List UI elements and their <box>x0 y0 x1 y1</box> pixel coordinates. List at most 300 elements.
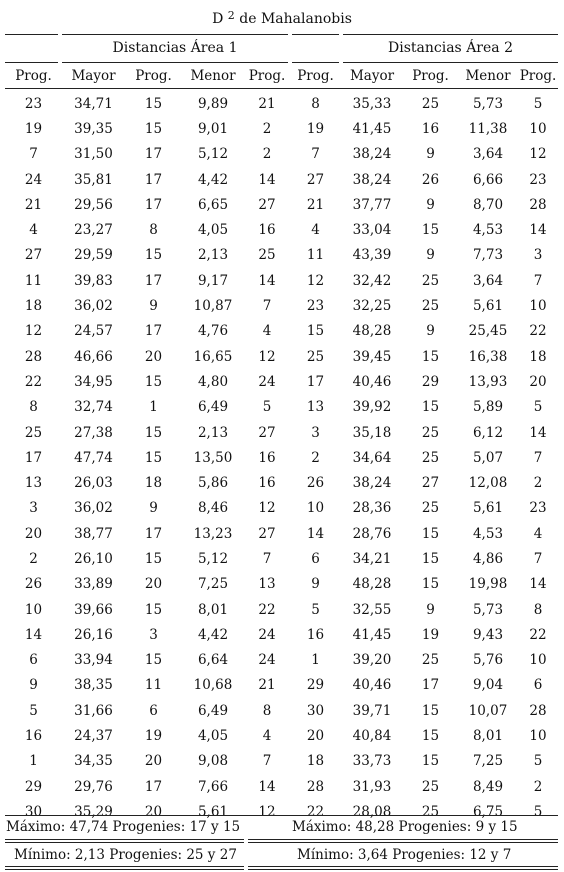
table-cell: 26 <box>24 576 43 593</box>
table-row <box>5 774 558 799</box>
table-row <box>5 622 558 647</box>
table-cell: 21 <box>24 196 43 213</box>
table-cell: 34,95 <box>74 373 113 390</box>
table-cell: 10,87 <box>193 298 233 315</box>
table-cell: 4,80 <box>197 373 229 390</box>
table-cell: 19 <box>421 626 440 643</box>
group-rule <box>343 62 558 63</box>
table-cell: 18 <box>144 475 163 492</box>
table-cell: 22 <box>529 323 547 340</box>
table-cell: 9 <box>149 500 158 517</box>
table-row <box>5 268 558 293</box>
table-cell: 27 <box>258 196 276 213</box>
table-cell: 12 <box>306 272 325 289</box>
title-superscript: 2 <box>227 9 235 22</box>
table-cell: 31,93 <box>352 778 392 795</box>
table-cell: 38,24 <box>352 146 392 163</box>
table-cell: 15 <box>144 550 163 567</box>
table-cell: 28 <box>24 348 43 365</box>
table-cell: 35,29 <box>74 803 113 820</box>
table-cell: 31,66 <box>74 702 113 719</box>
table-cell: 9 <box>426 247 435 264</box>
table-cell: 16 <box>306 626 325 643</box>
table-cell: 19 <box>144 728 163 745</box>
table-cell: 19 <box>306 120 325 137</box>
table-cell: 40,84 <box>352 728 392 745</box>
table-cell: 21 <box>258 95 276 112</box>
table-cell: 27 <box>258 424 276 441</box>
table-cell: 40,46 <box>352 373 392 390</box>
table-cell: 33,04 <box>352 222 392 239</box>
table-cell: 9 <box>426 323 435 340</box>
table-cell: 8,49 <box>472 778 504 795</box>
top-rule <box>292 34 339 35</box>
table-cell: 25 <box>421 778 440 795</box>
table-cell: 19 <box>24 120 43 137</box>
table-cell: 24,37 <box>74 728 113 745</box>
table-cell: 32,74 <box>74 399 113 416</box>
table-row <box>5 192 558 217</box>
table-cell: 19,98 <box>468 576 508 593</box>
table-row <box>5 723 558 748</box>
table-cell: 16,38 <box>468 348 508 365</box>
table-cell: 22 <box>529 626 547 643</box>
table-cell: 38,24 <box>352 171 392 188</box>
table-cell: 17 <box>144 525 163 542</box>
double-rule <box>248 842 558 843</box>
table-cell: 20 <box>144 576 163 593</box>
table-cell: 14 <box>529 222 547 239</box>
table-cell: 20 <box>144 803 163 820</box>
table-cell: 6,75 <box>472 803 504 820</box>
table-cell: 22 <box>306 803 325 820</box>
table-cell: 26,16 <box>74 626 113 643</box>
table-cell: 1 <box>149 399 158 416</box>
group-rule <box>62 62 288 63</box>
table-cell: 8,70 <box>472 196 504 213</box>
table-cell: 2,13 <box>197 424 229 441</box>
table-cell: 29,56 <box>74 196 113 213</box>
table-cell: 13 <box>258 576 276 593</box>
table-cell: 16 <box>421 120 440 137</box>
table-cell: 41,45 <box>352 626 392 643</box>
table-cell: 2 <box>533 778 543 795</box>
table-cell: 18 <box>24 298 43 315</box>
table-cell: 10 <box>529 652 547 669</box>
table-row <box>5 673 558 698</box>
table-cell: 8,01 <box>197 601 229 618</box>
table-row <box>5 445 558 470</box>
table-cell: 4 <box>29 222 38 239</box>
table-cell: 15 <box>421 576 440 593</box>
table-cell: 3 <box>29 500 38 517</box>
table-cell: 4 <box>262 728 272 745</box>
table-cell: 5 <box>533 95 543 112</box>
table-cell: 39,35 <box>74 120 113 137</box>
table-cell: 23 <box>529 171 547 188</box>
table-cell: 43,39 <box>352 247 392 264</box>
table-cell: 9 <box>426 196 435 213</box>
table-cell: 24 <box>258 652 276 669</box>
table-cell: 7 <box>29 146 38 163</box>
table-cell: 39,71 <box>352 702 392 719</box>
table-cell: 13 <box>306 399 325 416</box>
table-row <box>5 546 558 571</box>
table-cell: 28,76 <box>352 525 392 542</box>
table-cell: 32,42 <box>352 272 392 289</box>
table-cell: 34,21 <box>352 550 392 567</box>
final-rule <box>5 869 244 870</box>
table-cell: 9 <box>426 146 435 163</box>
table-cell: 25 <box>421 500 440 517</box>
table-cell: 7,25 <box>472 753 504 770</box>
table-cell: 22 <box>24 373 43 390</box>
top-rule <box>62 34 288 35</box>
min-area1: Mínimo: 2,13 Progenies: 25 y 27 <box>14 847 237 863</box>
table-cell: 4,42 <box>197 626 229 643</box>
table-cell: 11 <box>24 272 43 289</box>
table-cell: 9,01 <box>197 120 229 137</box>
table-cell: 28 <box>306 778 325 795</box>
table-cell: 28,36 <box>352 500 392 517</box>
group-rule <box>292 62 339 63</box>
table-cell: 24,57 <box>74 323 113 340</box>
table-cell: 29 <box>306 677 325 694</box>
table-cell: 4 <box>533 525 543 542</box>
table-cell: 2 <box>262 120 272 137</box>
table-cell: 14 <box>529 424 547 441</box>
table-cell: 20 <box>306 728 325 745</box>
table-cell: 14 <box>306 525 325 542</box>
table-cell: 8 <box>149 222 158 239</box>
table-row <box>5 597 558 622</box>
table-cell: 16,65 <box>193 348 233 365</box>
table-cell: 17 <box>144 196 163 213</box>
table-cell: 5 <box>262 399 272 416</box>
table-cell: 15 <box>144 120 163 137</box>
double-rule <box>5 842 244 843</box>
table-cell: 3 <box>311 424 320 441</box>
table-row <box>5 319 558 344</box>
table-cell: 10 <box>529 298 547 315</box>
mahalanobis-table <box>5 64 558 825</box>
table-cell: 2 <box>262 146 272 163</box>
table-cell: 10,07 <box>468 702 508 719</box>
table-cell: 9,89 <box>197 95 229 112</box>
table-cell: 5,73 <box>472 95 504 112</box>
table-cell: 6,12 <box>472 424 504 441</box>
table-cell: 36,02 <box>74 500 113 517</box>
table-cell: 6,65 <box>197 196 229 213</box>
table-cell: 29,59 <box>74 247 113 264</box>
table-row <box>5 344 558 369</box>
table-cell: 1 <box>29 753 38 770</box>
table-cell: 14 <box>24 626 43 643</box>
table-cell: 13,93 <box>468 373 508 390</box>
final-rule <box>248 866 558 867</box>
min-area2: Mínimo: 3,64 Progenies: 12 y 7 <box>297 847 512 863</box>
table-cell: 41,45 <box>352 120 392 137</box>
table-cell: 17 <box>144 171 163 188</box>
table-cell: 28 <box>529 702 547 719</box>
table-cell: 18 <box>529 348 547 365</box>
table-cell: 28 <box>529 196 547 213</box>
table-row <box>5 116 558 141</box>
table-cell: 4,05 <box>197 728 229 745</box>
table-cell: 7 <box>262 753 272 770</box>
table-cell: 21 <box>306 196 325 213</box>
table-cell: 17 <box>24 449 43 466</box>
table-cell: 5,61 <box>197 803 229 820</box>
table-cell: 15 <box>144 424 163 441</box>
column-header: Mayor <box>341 64 403 89</box>
table-cell: 5,61 <box>472 500 504 517</box>
table-cell: 17 <box>144 778 163 795</box>
table-cell: 27 <box>421 475 440 492</box>
table-cell: 15 <box>144 95 163 112</box>
table-cell: 3 <box>149 626 158 643</box>
table-cell: 13,50 <box>193 449 233 466</box>
table-cell: 6,49 <box>197 702 229 719</box>
table-cell: 4,76 <box>197 323 229 340</box>
table-row <box>5 217 558 242</box>
table-cell: 7 <box>533 272 543 289</box>
table-cell: 15 <box>144 373 163 390</box>
table-row <box>5 496 558 521</box>
table-cell: 27,38 <box>74 424 113 441</box>
column-header-row <box>5 64 558 89</box>
title-suffix: de Mahalanobis <box>239 11 352 27</box>
table-cell: 20 <box>24 525 43 542</box>
table-cell: 8 <box>533 601 543 618</box>
table-cell: 5,12 <box>197 146 229 163</box>
table-cell: 6,49 <box>197 399 229 416</box>
table-row <box>5 243 558 268</box>
table-row <box>5 369 558 394</box>
table-cell: 2 <box>29 550 38 567</box>
table-row <box>5 167 558 192</box>
column-header: Menor <box>458 64 518 89</box>
top-rule <box>5 34 58 35</box>
table-cell: 7 <box>311 146 320 163</box>
table-cell: 5 <box>311 601 320 618</box>
table-cell: 13,23 <box>193 525 233 542</box>
table-cell: 9 <box>311 576 320 593</box>
table-cell: 20 <box>144 348 163 365</box>
table-cell: 17 <box>421 677 440 694</box>
table-cell: 48,28 <box>352 323 392 340</box>
table-cell: 5,12 <box>197 550 229 567</box>
table-cell: 16 <box>258 475 276 492</box>
table-cell: 22 <box>258 601 276 618</box>
table-cell: 7 <box>533 550 543 567</box>
table-cell: 15 <box>421 525 440 542</box>
table-cell: 26 <box>421 171 440 188</box>
table-cell: 1 <box>311 652 320 669</box>
table-row <box>5 698 558 723</box>
max-area2: Máximo: 48,28 Progenies: 9 y 15 <box>292 819 518 835</box>
table-cell: 15 <box>421 550 440 567</box>
table-cell: 9,43 <box>472 626 504 643</box>
table-cell: 17 <box>306 373 325 390</box>
table-cell: 47,74 <box>74 449 113 466</box>
table-cell: 39,66 <box>74 601 113 618</box>
table-cell: 6 <box>533 677 543 694</box>
table-cell: 15 <box>144 601 163 618</box>
column-header: Prog. <box>403 64 458 89</box>
final-rule <box>248 869 558 870</box>
table-cell: 15 <box>421 348 440 365</box>
table-cell: 4,53 <box>472 525 504 542</box>
table-cell: 4,42 <box>197 171 229 188</box>
table-cell: 26 <box>306 475 325 492</box>
table-cell: 6,64 <box>197 652 229 669</box>
table-cell: 11,38 <box>468 120 508 137</box>
group-header-area2: Distancias Área 2 <box>388 40 513 56</box>
table-cell: 25 <box>421 95 440 112</box>
table-cell: 27 <box>306 171 325 188</box>
table-cell: 33,89 <box>74 576 113 593</box>
table-cell: 24 <box>24 171 43 188</box>
table-cell: 25 <box>421 449 440 466</box>
table-cell: 39,45 <box>352 348 392 365</box>
table-cell: 15 <box>421 728 440 745</box>
table-cell: 4,86 <box>472 550 504 567</box>
table-cell: 14 <box>529 576 547 593</box>
table-cell: 25 <box>306 348 325 365</box>
table-cell: 8 <box>311 95 320 112</box>
table-cell: 5 <box>533 399 543 416</box>
table-cell: 6 <box>149 702 158 719</box>
table-cell: 11 <box>306 247 325 264</box>
table-cell: 7,66 <box>197 778 229 795</box>
table-cell: 5 <box>29 702 38 719</box>
table-row <box>5 395 558 420</box>
double-rule <box>5 839 244 840</box>
table-cell: 4 <box>311 222 320 239</box>
table-cell: 9,08 <box>197 753 229 770</box>
table-cell: 20 <box>529 373 547 390</box>
table-cell: 35,33 <box>352 95 392 112</box>
table-cell: 23,27 <box>74 222 113 239</box>
table-cell: 7 <box>262 550 272 567</box>
table-cell: 8,01 <box>472 728 504 745</box>
table-cell: 32,55 <box>352 601 392 618</box>
table-cell: 5,73 <box>472 601 504 618</box>
table-cell: 14 <box>258 272 276 289</box>
table-cell: 5,76 <box>472 652 504 669</box>
table-row <box>5 89 558 117</box>
max-area1: Máximo: 47,74 Progenies: 17 y 15 <box>6 819 241 835</box>
table-cell: 2,13 <box>197 247 229 264</box>
table-row <box>5 142 558 167</box>
table-cell: 34,71 <box>74 95 113 112</box>
table-cell: 15 <box>144 449 163 466</box>
double-rule <box>248 839 558 840</box>
table-cell: 36,02 <box>74 298 113 315</box>
table-cell: 5,89 <box>472 399 504 416</box>
table-cell: 15 <box>421 702 440 719</box>
table-cell: 10 <box>529 120 547 137</box>
table-title <box>0 9 564 30</box>
table-cell: 15 <box>421 753 440 770</box>
table-row <box>5 749 558 774</box>
table-cell: 15 <box>144 652 163 669</box>
table-cell: 7,73 <box>472 247 504 264</box>
table-cell: 8 <box>29 399 38 416</box>
table-cell: 27 <box>258 525 276 542</box>
table-cell: 29 <box>421 373 440 390</box>
title-prefix: D <box>212 11 224 27</box>
table-cell: 33,94 <box>74 652 113 669</box>
table-cell: 12 <box>258 803 276 820</box>
table-cell: 20 <box>144 753 163 770</box>
table-cell: 23 <box>24 95 43 112</box>
table-cell: 16 <box>258 449 276 466</box>
table-row <box>5 648 558 673</box>
table-cell: 5,61 <box>472 298 504 315</box>
table-cell: 25 <box>421 298 440 315</box>
table-cell: 3,64 <box>472 272 504 289</box>
group-rule <box>5 62 58 63</box>
top-rule <box>343 34 558 35</box>
table-cell: 9,17 <box>197 272 229 289</box>
table-cell: 10 <box>529 728 547 745</box>
table-cell: 18 <box>306 753 325 770</box>
column-header: Prog. <box>290 64 341 89</box>
table-cell: 6,66 <box>472 171 504 188</box>
table-cell: 38,77 <box>74 525 113 542</box>
table-cell: 34,35 <box>74 753 113 770</box>
table-cell: 37,77 <box>352 196 392 213</box>
table-row <box>5 420 558 445</box>
table-cell: 38,24 <box>352 475 392 492</box>
table-cell: 39,92 <box>352 399 392 416</box>
table-cell: 6 <box>29 652 38 669</box>
table-cell: 23 <box>306 298 325 315</box>
table-cell: 4,05 <box>197 222 229 239</box>
table-cell: 2 <box>533 475 543 492</box>
table-cell: 5,86 <box>197 475 229 492</box>
final-rule <box>5 866 244 867</box>
table-cell: 46,66 <box>74 348 113 365</box>
table-cell: 24 <box>258 626 276 643</box>
table-cell: 29,76 <box>74 778 113 795</box>
table-cell: 15 <box>144 247 163 264</box>
table-cell: 7,25 <box>197 576 229 593</box>
table-cell: 29 <box>24 778 43 795</box>
table-cell: 34,64 <box>352 449 392 466</box>
table-cell: 17 <box>144 146 163 163</box>
table-cell: 23 <box>529 500 547 517</box>
table-cell: 25 <box>421 803 440 820</box>
table-body <box>5 89 558 825</box>
column-header: Prog. <box>5 64 62 89</box>
table-cell: 9,04 <box>472 677 504 694</box>
table-cell: 48,28 <box>352 576 392 593</box>
table-cell: 33,73 <box>352 753 392 770</box>
table-cell: 25 <box>24 424 43 441</box>
table-cell: 24 <box>258 373 276 390</box>
table-cell: 25 <box>421 424 440 441</box>
column-header: Prog. <box>518 64 558 89</box>
table-cell: 8,46 <box>197 500 229 517</box>
table-cell: 9 <box>29 677 38 694</box>
table-cell: 39,83 <box>74 272 113 289</box>
table-cell: 14 <box>258 171 276 188</box>
table-cell: 7 <box>533 449 543 466</box>
table-cell: 16 <box>24 728 43 745</box>
